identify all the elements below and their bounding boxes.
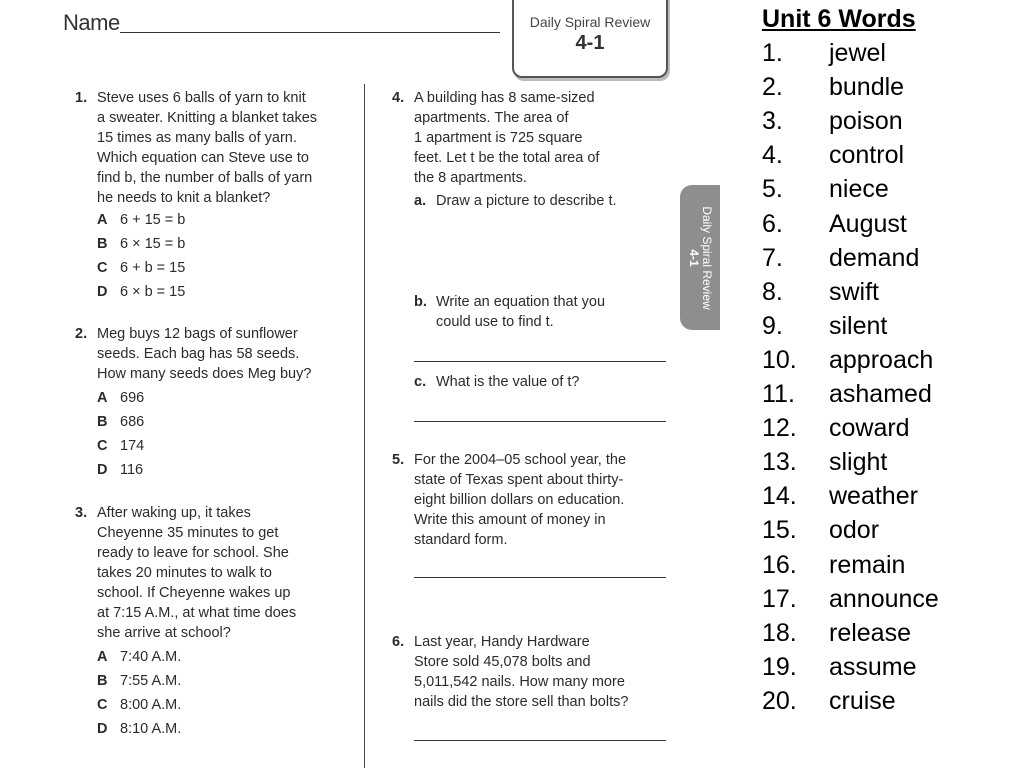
choice-letter: B bbox=[97, 414, 108, 430]
choice-d[interactable] bbox=[97, 717, 181, 741]
answer-line-4b[interactable] bbox=[414, 361, 666, 362]
choice-letter: B bbox=[97, 236, 108, 252]
word-number: 1. bbox=[762, 39, 783, 68]
word-item bbox=[762, 411, 939, 445]
problem-number: 3. bbox=[75, 505, 88, 521]
word-text: odor bbox=[829, 516, 880, 545]
word-item bbox=[762, 650, 939, 684]
part-text: Draw a picture to describe t. bbox=[436, 193, 617, 209]
choice-text: 6 + 15 = b bbox=[120, 212, 186, 228]
word-text: bundle bbox=[829, 73, 905, 102]
word-item bbox=[762, 684, 939, 718]
problem-number: 4. bbox=[392, 90, 405, 106]
problem-3 bbox=[75, 503, 362, 643]
choice-c[interactable] bbox=[97, 434, 144, 458]
word-number: 18. bbox=[762, 618, 797, 647]
word-item bbox=[762, 445, 939, 479]
word-text: remain bbox=[829, 550, 906, 579]
problem-text: Meg buys 12 bags of sunflower seeds. Each bag has 58 seeds. How many seeds does Meg buy? bbox=[97, 326, 312, 382]
word-text: weather bbox=[829, 482, 918, 511]
answer-line-4c[interactable] bbox=[414, 421, 666, 422]
word-number: 20. bbox=[762, 686, 797, 715]
problem-text: For the 2004–05 school year, the state of Texas spent about thirty- eight billion dollars on education. Write this amount of money in standard form. bbox=[414, 452, 627, 548]
choice-letter: A bbox=[97, 390, 108, 406]
problem-2 bbox=[75, 324, 362, 384]
word-text: coward bbox=[829, 414, 910, 443]
word-number: 2. bbox=[762, 73, 783, 102]
word-item bbox=[762, 616, 939, 650]
word-item bbox=[762, 343, 939, 377]
problem-6 bbox=[392, 632, 669, 712]
name-label: Name bbox=[63, 10, 120, 35]
problem-2-choices bbox=[97, 386, 144, 482]
word-text: silent bbox=[829, 311, 888, 340]
word-number: 10. bbox=[762, 345, 797, 374]
choice-c[interactable] bbox=[97, 693, 181, 717]
problem-number: 2. bbox=[75, 326, 88, 342]
choice-letter: D bbox=[97, 721, 108, 737]
word-number: 11. bbox=[762, 380, 795, 409]
choice-letter: D bbox=[97, 462, 108, 478]
problem-1-choices bbox=[97, 208, 185, 304]
column-divider bbox=[364, 84, 365, 768]
word-number: 15. bbox=[762, 516, 797, 545]
word-number: 9. bbox=[762, 311, 783, 340]
word-number: 13. bbox=[762, 448, 797, 477]
word-number: 6. bbox=[762, 209, 783, 238]
problem-number: 5. bbox=[392, 452, 405, 468]
choice-letter: C bbox=[97, 697, 108, 713]
problem-4a bbox=[414, 191, 666, 211]
word-number: 16. bbox=[762, 550, 797, 579]
choice-text: 116 bbox=[120, 462, 144, 478]
word-number: 14. bbox=[762, 482, 797, 511]
problem-4b bbox=[414, 292, 666, 332]
word-item bbox=[762, 309, 939, 343]
word-item bbox=[762, 172, 939, 206]
choice-letter: C bbox=[97, 260, 108, 276]
word-text: poison bbox=[829, 107, 903, 136]
word-item bbox=[762, 207, 939, 241]
name-answer-line[interactable] bbox=[120, 32, 500, 33]
part-label: a. bbox=[414, 193, 427, 209]
choice-text: 8:10 A.M. bbox=[120, 721, 182, 737]
choice-text: 6 × 15 = b bbox=[120, 236, 186, 252]
problem-5 bbox=[392, 450, 669, 550]
problem-4 bbox=[392, 88, 669, 188]
answer-line-5[interactable] bbox=[414, 577, 666, 578]
choice-a[interactable] bbox=[97, 645, 181, 669]
word-text: August bbox=[829, 209, 907, 238]
choice-letter: D bbox=[97, 284, 108, 300]
choice-text: 6 + b = 15 bbox=[120, 260, 186, 276]
word-number: 17. bbox=[762, 584, 797, 613]
word-item bbox=[762, 241, 939, 275]
choice-letter: C bbox=[97, 438, 108, 454]
part-label: c. bbox=[414, 374, 427, 390]
word-number: 4. bbox=[762, 141, 783, 170]
word-text: control bbox=[829, 141, 905, 170]
word-text: slight bbox=[829, 448, 888, 477]
choice-d[interactable] bbox=[97, 458, 144, 482]
word-text: cruise bbox=[829, 686, 896, 715]
word-text: swift bbox=[829, 277, 879, 306]
side-tab-line2: 4-1 bbox=[687, 248, 701, 267]
problem-text: Last year, Handy Hardware Store sold 45,078 bolts and 5,011,542 nails. How many more nails did the store sell than bolts? bbox=[414, 634, 629, 710]
word-item bbox=[762, 138, 939, 172]
choice-text: 696 bbox=[120, 390, 145, 406]
word-number: 8. bbox=[762, 277, 783, 306]
choice-text: 8:00 A.M. bbox=[120, 697, 182, 713]
problem-number: 6. bbox=[392, 634, 405, 650]
choice-b[interactable] bbox=[97, 669, 181, 693]
side-tab-line1: Daily Spiral Review bbox=[700, 205, 714, 310]
word-list-title: Unit 6 Words bbox=[762, 5, 916, 33]
word-number: 7. bbox=[762, 243, 783, 272]
choice-text: 7:55 A.M. bbox=[120, 673, 182, 689]
choice-d[interactable] bbox=[97, 280, 185, 304]
part-label: b. bbox=[414, 294, 427, 310]
review-title: Daily Spiral Review bbox=[529, 14, 651, 30]
word-item bbox=[762, 70, 939, 104]
choice-letter: A bbox=[97, 212, 108, 228]
problem-4c bbox=[414, 372, 666, 392]
review-number: 4-1 bbox=[575, 32, 605, 54]
side-tab bbox=[680, 185, 720, 330]
choice-b[interactable] bbox=[97, 232, 185, 256]
word-number: 3. bbox=[762, 107, 783, 136]
choice-b[interactable] bbox=[97, 410, 144, 434]
word-text: approach bbox=[829, 345, 934, 374]
choice-text: 6 × b = 15 bbox=[120, 284, 186, 300]
word-number: 5. bbox=[762, 175, 783, 204]
word-number: 12. bbox=[762, 414, 797, 443]
word-item bbox=[762, 377, 939, 411]
problem-text: Steve uses 6 balls of yarn to knit a sweater. Knitting a blanket takes 15 times as many balls of yarn. Which equation can Steve use to find b, the number of balls of yarn he needs to knit a blanket? bbox=[97, 90, 318, 206]
word-text: demand bbox=[829, 243, 920, 272]
choice-text: 686 bbox=[120, 414, 145, 430]
problem-1 bbox=[75, 88, 362, 208]
choice-a[interactable] bbox=[97, 386, 144, 410]
word-item bbox=[762, 36, 939, 70]
part-text: Write an equation that you could use to find t. bbox=[436, 294, 606, 330]
choice-letter: A bbox=[97, 649, 108, 665]
answer-line-6[interactable] bbox=[414, 740, 666, 741]
word-list bbox=[762, 2, 939, 718]
choice-text: 174 bbox=[120, 438, 145, 454]
choice-text: 7:40 A.M. bbox=[120, 649, 182, 665]
word-text: release bbox=[829, 618, 911, 647]
choice-c[interactable] bbox=[97, 256, 185, 280]
word-item bbox=[762, 548, 939, 582]
word-text: ashamed bbox=[829, 380, 932, 409]
problem-text: A building has 8 same-sized apartments. The area of 1 apartment is 725 square feet. Let t be the total area of the 8 apartments. bbox=[414, 90, 600, 186]
word-item bbox=[762, 479, 939, 513]
word-text: assume bbox=[829, 652, 917, 681]
word-number: 19. bbox=[762, 652, 797, 681]
choice-letter: B bbox=[97, 673, 108, 689]
word-item bbox=[762, 513, 939, 547]
problem-3-choices bbox=[97, 645, 181, 741]
word-text: niece bbox=[829, 175, 889, 204]
word-item bbox=[762, 582, 939, 616]
side-tab-label bbox=[687, 206, 713, 309]
part-text: What is the value of t? bbox=[436, 374, 580, 390]
problem-number: 1. bbox=[75, 90, 88, 106]
word-item bbox=[762, 104, 939, 138]
word-item bbox=[762, 275, 939, 309]
choice-a[interactable] bbox=[97, 208, 185, 232]
problem-text: After waking up, it takes Cheyenne 35 minutes to get ready to leave for school. She takes 20 minutes to walk to school. If Cheyenne wakes up at 7:15 A.M., at what time does she arrive at school? bbox=[97, 505, 297, 641]
word-text: announce bbox=[829, 584, 939, 613]
daily-spiral-review-box bbox=[512, 0, 668, 78]
word-text: jewel bbox=[829, 39, 886, 68]
